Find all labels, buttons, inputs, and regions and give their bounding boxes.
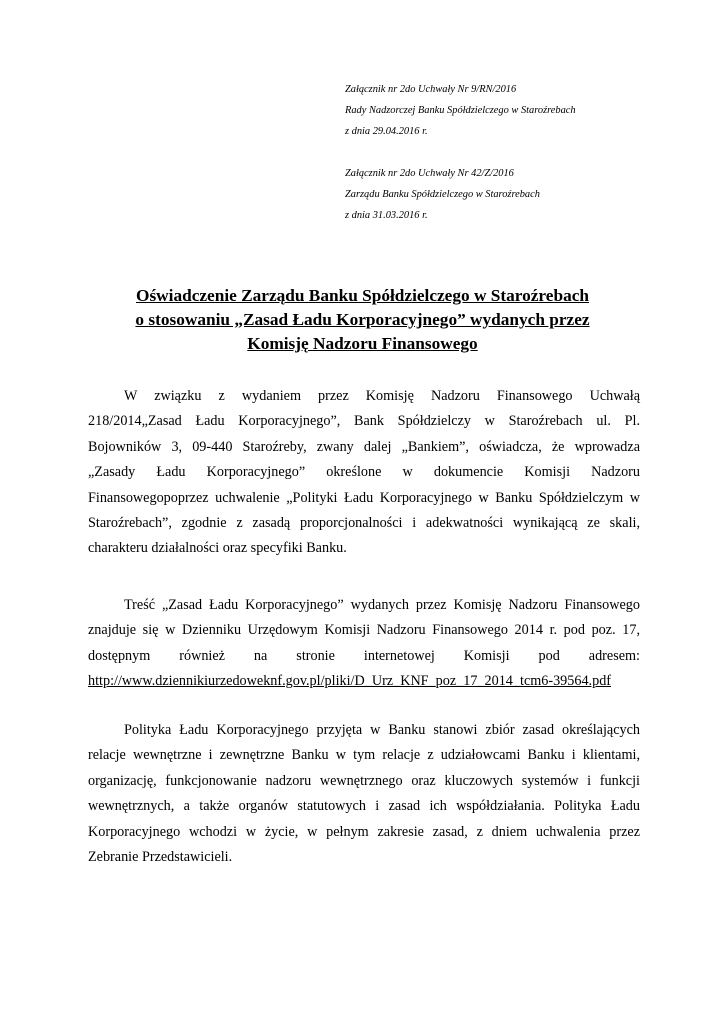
paragraph-line: Polityka Ładu Korporacyjnego przyjęta w Banku stanowi zbiór zasad określających xyxy=(124,722,640,738)
paragraph-line: Bojowników 3, 09-440 Staroźreby, zwany dalej „Bankiem”, oświadcza, że wprowadza xyxy=(88,438,640,455)
document-title xyxy=(80,284,645,356)
paragraph-line: znajduje się w Dzienniku Urzędowym Komisji Nadzoru Finansowego 2014 r. pod poz. 17, xyxy=(88,622,640,639)
paragraph-declaration xyxy=(88,384,640,562)
paragraph-policy xyxy=(88,718,640,870)
paragraph-line: wewnętrznych, a także organów statutowych i zasad ich współdziałania. Polityka Ładu xyxy=(88,798,640,815)
paragraph-line: Korporacyjnego wchodzi w życie, w pełnym zakresie zasad, z dniem uchwalenia przez xyxy=(88,823,640,840)
paragraph-line xyxy=(88,669,640,694)
annex-management-board xyxy=(345,163,645,226)
paragraph-line: organizację, funkcjonowanie nadzoru wewnętrznego oraz kluczowych systemów i funkcji xyxy=(88,772,640,789)
title-line: Oświadczenie Zarządu Banku Spółdzielczego w Staroźrebach xyxy=(136,286,589,305)
annex-line: Załącznik nr 2do Uchwały Nr 9/RN/2016 xyxy=(345,84,517,95)
annex-supervisory-board xyxy=(345,79,645,142)
paragraph-line: W związku z wydaniem przez Komisję Nadzoru Finansowego Uchwałą xyxy=(124,388,640,404)
annex-line: Załącznik nr 2do Uchwały Nr 42/Z/2016 xyxy=(345,168,514,179)
annex-line: Rady Nadzorczej Banku Spółdzielczego w Staroźrebach xyxy=(345,105,576,116)
paragraph-source xyxy=(88,593,640,695)
paragraph-line: Treść „Zasad Ładu Korporacyjnego” wydanych przez Komisję Nadzoru Finansowego xyxy=(124,597,640,613)
title-line: Komisję Nadzoru Finansowego xyxy=(247,334,478,353)
paragraph-line: charakteru działalności oraz specyfiki Banku. xyxy=(88,540,347,557)
paragraph-line: dostępnym również na stronie internetowej Komisji pod adresem: xyxy=(88,647,640,664)
title-line: o stosowaniu „Zasad Ładu Korporacyjnego” wydanych przez xyxy=(135,310,590,329)
paragraph-line: Zebranie Przedstawicieli. xyxy=(88,848,233,865)
annex-line: Zarządu Banku Spółdzielczego w Staroźrebach xyxy=(345,189,540,200)
paragraph-line: „Zasady Ładu Korporacyjnego” określone w dokumencie Komisji Nadzoru xyxy=(88,464,640,481)
annex-line: z dnia 29.04.2016 r. xyxy=(345,126,428,137)
annex-line: z dnia 31.03.2016 r. xyxy=(345,210,428,221)
paragraph-line: Staroźrebach”, zgodnie z zasadą proporcjonalności i adekwatności wynikającą ze skali, xyxy=(88,514,640,531)
paragraph-line: 218/2014„Zasad Ładu Korporacyjnego”, Bank Spółdzielczy w Staroźrebach ul. Pl. xyxy=(88,413,640,430)
knf-journal-link[interactable]: http://www.dziennikiurzedoweknf.gov.pl/pliki/D_Urz_KNF_poz_17_2014_tcm6-39564.pdf xyxy=(88,673,612,690)
paragraph-line: Finansowegopoprzez uchwalenie „Polityki Ładu Korporacyjnego w Banku Spółdzielczym w xyxy=(88,489,640,506)
paragraph-line: relacje wewnętrzne i zewnętrzne Banku w tym relacje z udziałowcami Banku i klientami, xyxy=(88,747,640,764)
